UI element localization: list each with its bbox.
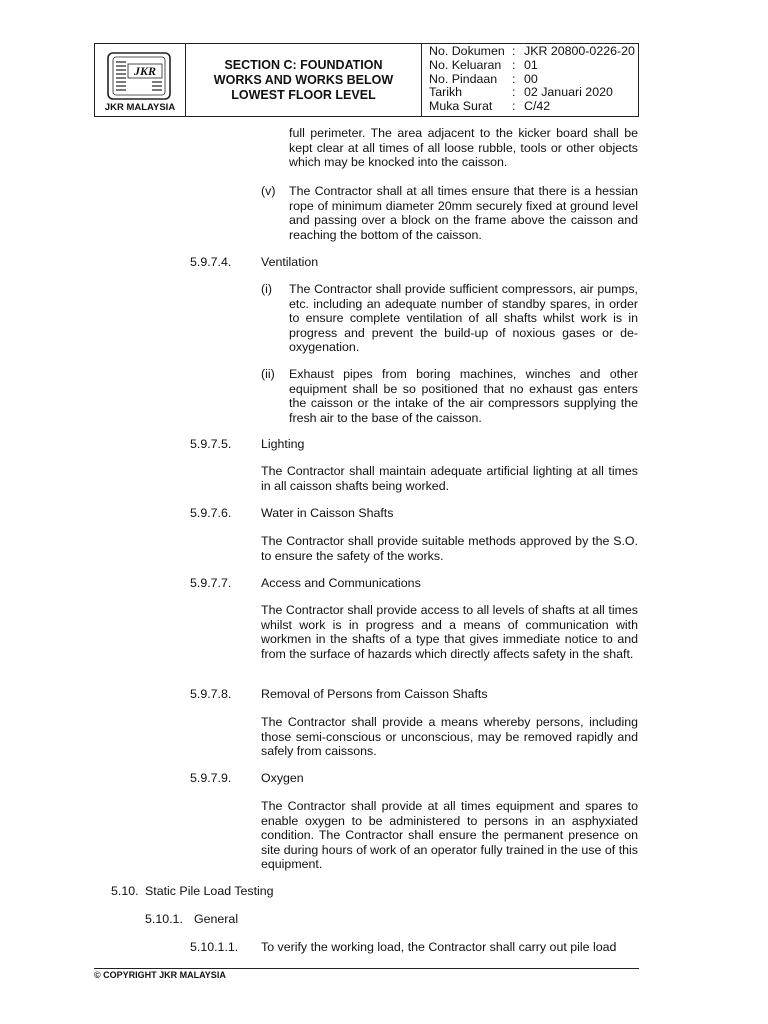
footer-copyright: © COPYRIGHT JKR MALAYSIA: [94, 970, 226, 980]
section-paragraph: The Contractor shall maintain adequate artificial lighting at all times in all caisson shafts being worked.: [261, 464, 638, 493]
section-paragraph: The Contractor shall provide access to all levels of shafts at all times whilst work is in progress and a means of communication with workmen in the shafts of a type that gives immediate notice to and from the surface of hazards which directly affects safety in the shaft.: [261, 603, 638, 661]
meta-row: [429, 86, 638, 100]
section-heading: Lighting: [261, 437, 305, 451]
document-header: [94, 43, 639, 117]
title-line: LOWEST FLOOR LEVEL: [231, 87, 376, 102]
item-number: (i): [261, 282, 273, 296]
meta-row: [429, 45, 638, 59]
section-title: [186, 44, 422, 116]
item-text: The Contractor shall at all times ensure that there is a hessian rope of minimum diameter 20mm securely fixed at ground level and passing over a block on the frame above the caisson and reaching the bottom of the caisson.: [289, 184, 638, 242]
meta-value: C/42: [524, 99, 551, 114]
item-text: The Contractor shall provide sufficient compressors, air pumps, etc. including an adequate number of standby spares, in order to ensure complete ventilation of all shafts whilst work is in progress and prevent the build-up of noxious gases or de-oxygenation.: [289, 282, 638, 355]
section-heading: Static Pile Load Testing: [145, 884, 274, 898]
meta-sep: :: [512, 85, 516, 100]
section-number: 5.9.7.5.: [190, 437, 232, 451]
section-heading: Access and Communications: [261, 576, 421, 590]
meta-row: [429, 100, 638, 114]
logo-caption: JKR MALAYSIA: [104, 102, 176, 113]
section-number: 5.9.7.9.: [190, 771, 232, 785]
meta-sep: :: [512, 57, 516, 72]
section-number: 5.10.: [111, 884, 139, 898]
item-number: (v): [261, 184, 276, 198]
section-number: 5.10.1.1.: [190, 940, 239, 954]
meta-value: 01: [524, 57, 538, 72]
meta-label: No. Pindaan: [429, 71, 498, 86]
title-line: SECTION C: FOUNDATION: [224, 57, 383, 72]
meta-value: 00: [524, 71, 538, 86]
title-line: WORKS AND WORKS BELOW: [213, 72, 394, 87]
section-paragraph: The Contractor shall provide at all times equipment and spares to enable oxygen to be administered to persons in an asphyxiated condition. The Contractor shall ensure the permanent presence on site during hours of work of an operator fully trained in the use of this equipment.: [261, 799, 638, 872]
section-number: 5.9.7.7.: [190, 576, 232, 590]
section-number: 5.10.1.: [145, 912, 183, 926]
section-heading: General: [194, 912, 239, 926]
document-meta: [422, 44, 638, 116]
meta-label: No. Keluaran: [429, 57, 502, 72]
section-paragraph: The Contractor shall provide suitable methods approved by the S.O. to ensure the safety of the works.: [261, 534, 638, 563]
footer-divider: [94, 968, 639, 969]
meta-row: [429, 73, 638, 87]
section-number: 5.9.7.6.: [190, 506, 232, 520]
meta-sep: :: [512, 99, 516, 114]
meta-label: Tarikh: [429, 85, 463, 100]
section-heading: Water in Caisson Shafts: [261, 506, 394, 520]
meta-sep: :: [512, 71, 516, 86]
section-heading: Removal of Persons from Caisson Shafts: [261, 687, 488, 701]
meta-row: [429, 59, 638, 73]
section-paragraph: The Contractor shall provide a means whereby persons, including those semi-conscious or unconscious, may be removed rapidly and safely from caissons.: [261, 715, 638, 759]
item-text: Exhaust pipes from boring machines, winches and other equipment shall be so positioned that no exhaust gas enters the caisson or the intake of the air compressors supplying the fresh air to the base of the caisson.: [289, 367, 638, 425]
meta-label: No. Dokumen: [429, 44, 505, 58]
item-number: (ii): [261, 367, 275, 381]
logo-cell: [95, 44, 186, 116]
section-number: 5.9.7.8.: [190, 687, 232, 701]
continued-paragraph: full perimeter. The area adjacent to the kicker board shall be kept clear at all times of all loose rubble, tools or other objects which may be knocked into the caisson.: [289, 126, 638, 170]
meta-value: JKR 20800-0226-20: [524, 44, 635, 58]
logo-text: JKR: [133, 64, 157, 78]
section-heading: Oxygen: [261, 771, 304, 785]
section-paragraph: To verify the working load, the Contractor shall carry out pile load: [261, 940, 617, 954]
meta-value: 02 Januari 2020: [524, 85, 613, 100]
section-number: 5.9.7.4.: [190, 255, 232, 269]
section-heading: Ventilation: [261, 255, 319, 269]
meta-label: Muka Surat: [429, 99, 493, 114]
jkr-logo: [104, 52, 174, 100]
meta-sep: :: [512, 44, 516, 58]
